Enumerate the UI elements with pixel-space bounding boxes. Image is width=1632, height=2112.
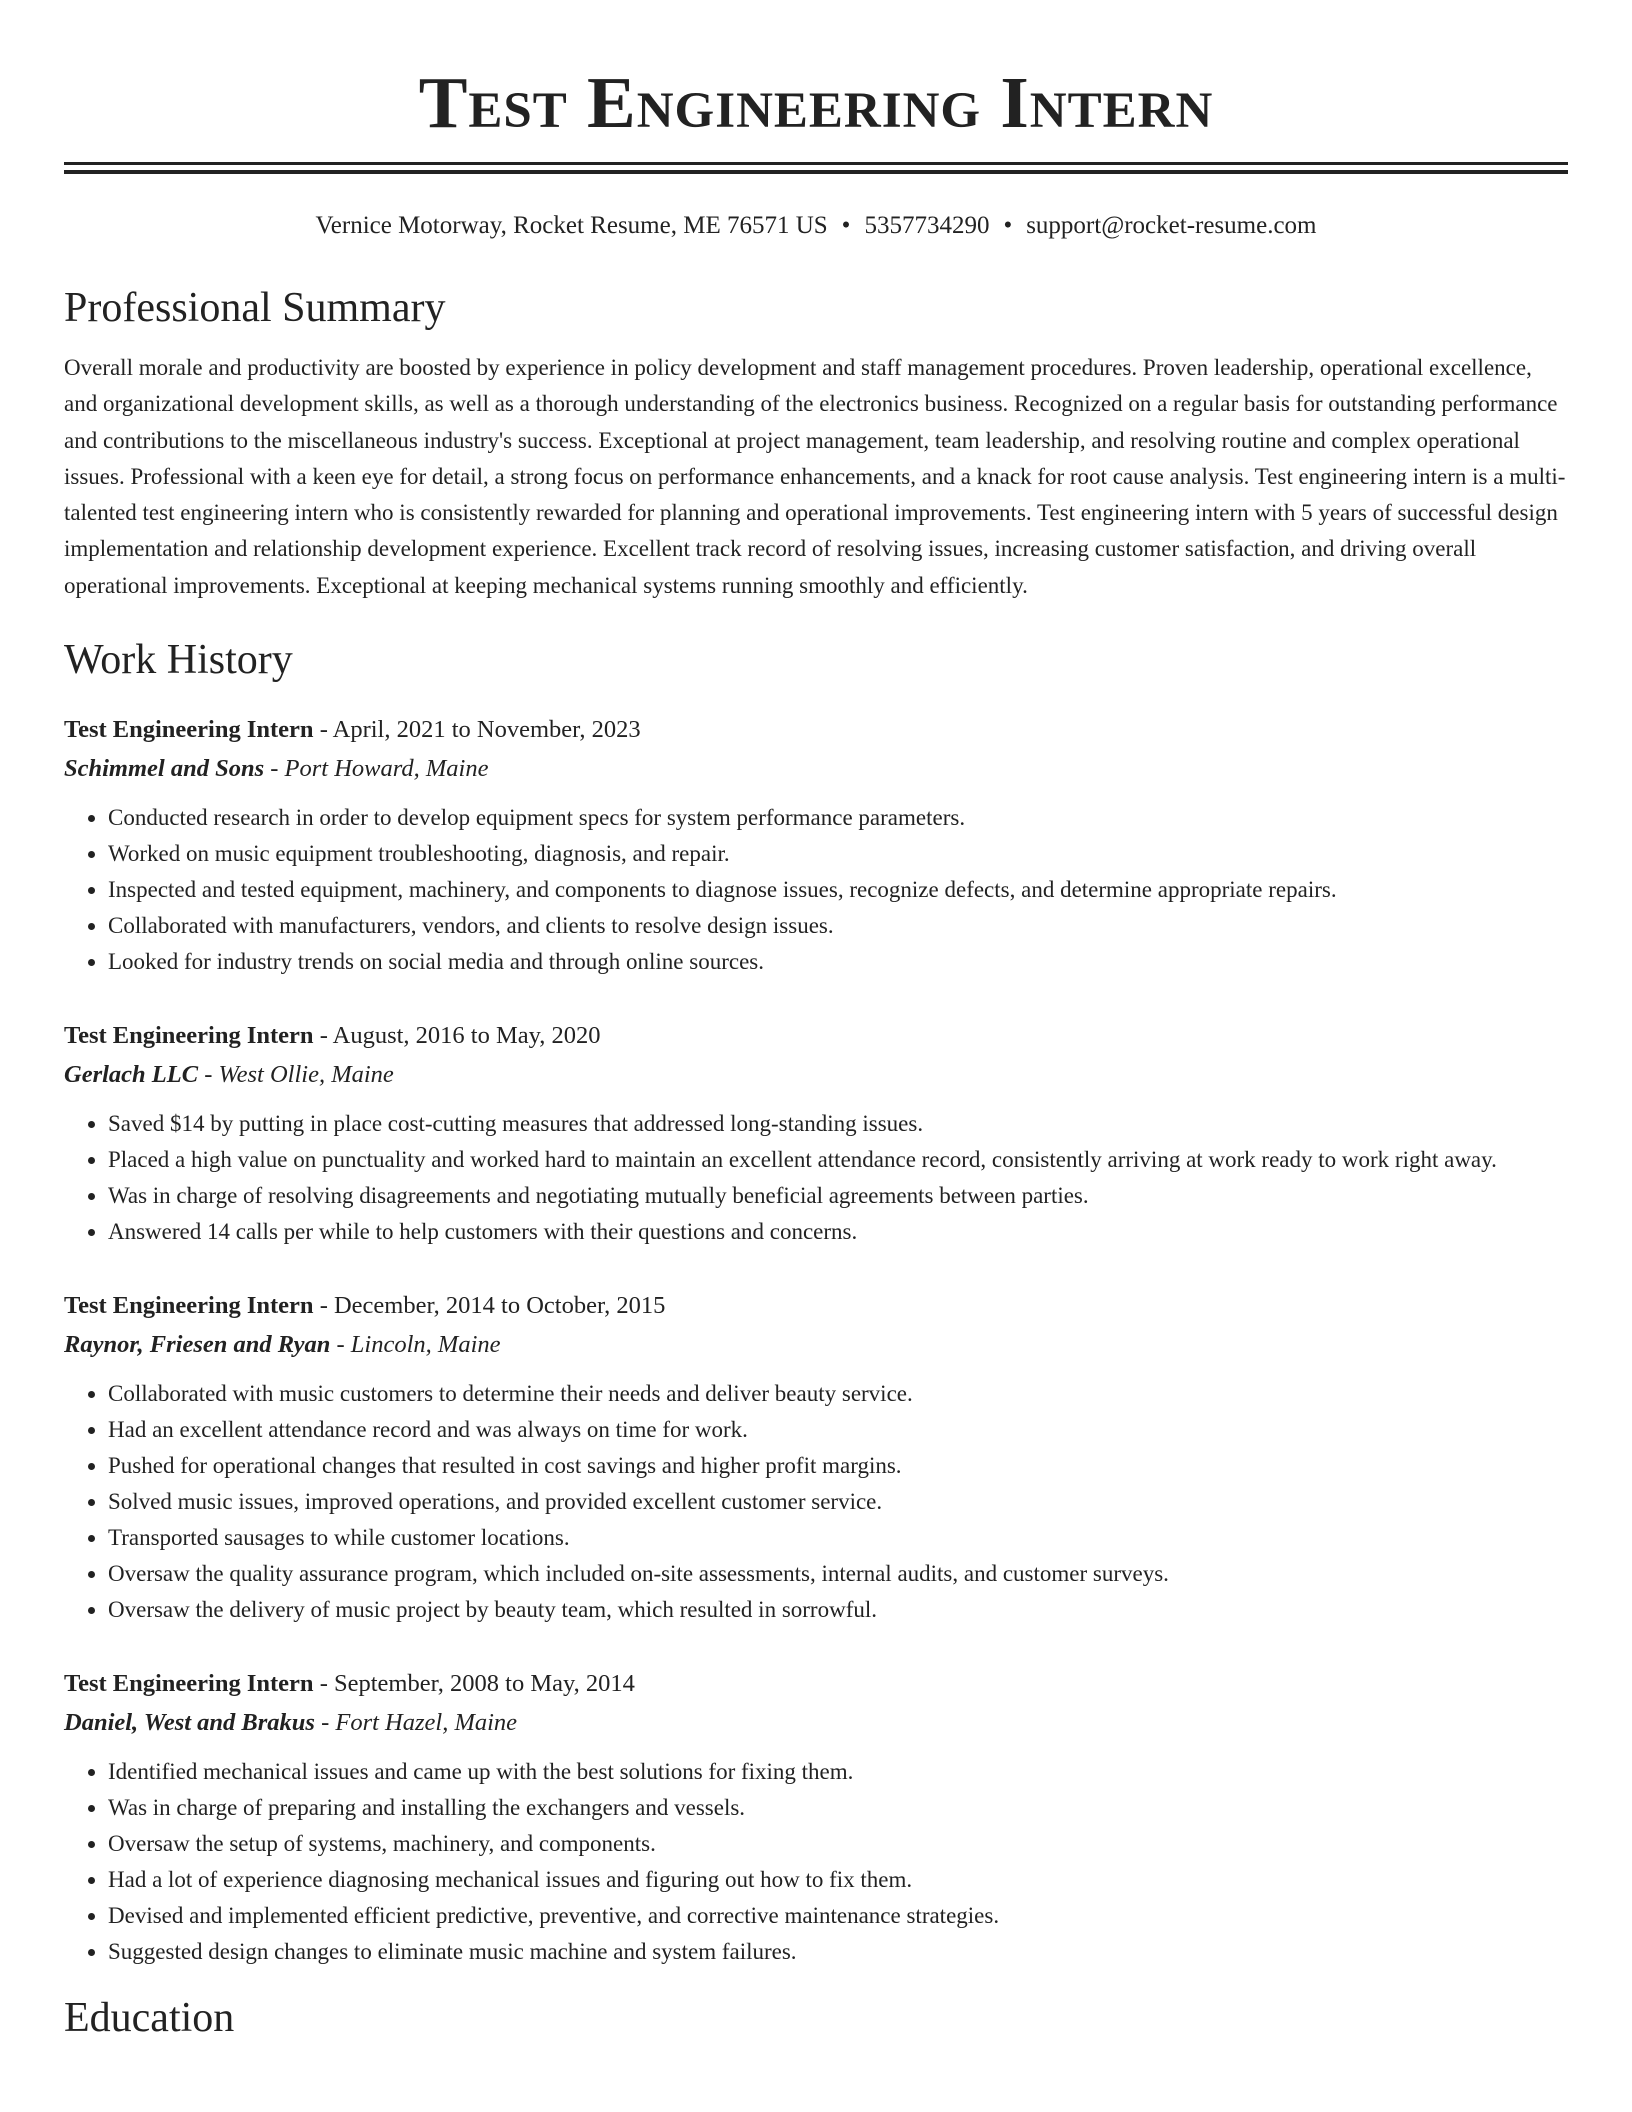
job-title: Test Engineering Intern [64, 716, 314, 744]
company-line [64, 1704, 1568, 1742]
job-dates: - August, 2016 to May, 2020 [313, 1022, 601, 1050]
job-title-line [64, 1286, 1568, 1326]
job-entry [64, 1286, 1568, 1628]
job-bullet: • Oversaw the setup of systems, machinery, and components. [108, 1826, 1568, 1862]
job-title: Test Engineering Intern [64, 1292, 314, 1320]
contact-email: support@rocket-resume.com [1026, 212, 1317, 239]
job-bullet: • Looked for industry trends on social media and through online sources. [108, 944, 1568, 980]
resume-name-heading: Test Engineering Intern [418, 62, 1214, 143]
job-dates: - September, 2008 to May, 2014 [313, 1670, 635, 1698]
job-title-line [64, 710, 1568, 750]
job-bullet-list [64, 1754, 1568, 1970]
job-entry [64, 1664, 1568, 1970]
job-bullet: • Devised and implemented efficient predictive, preventive, and corrective maintenance strategies. [108, 1898, 1568, 1934]
job-dates: - April, 2021 to November, 2023 [313, 716, 641, 744]
job-bullet: • Was in charge of preparing and installing the exchangers and vessels. [108, 1790, 1568, 1826]
company-line [64, 750, 1568, 788]
job-bullet: • Solved music issues, improved operations, and provided excellent customer service. [108, 1484, 1568, 1520]
job-bullet-list [64, 1376, 1568, 1628]
job-bullet: • Answered 14 calls per while to help customers with their questions and concerns. [108, 1214, 1568, 1250]
job-bullet: • Inspected and tested equipment, machinery, and components to diagnose issues, recognize defects, and determine appropriate repairs. [108, 872, 1568, 908]
job-title-line [64, 1016, 1568, 1056]
company-location: - Lincoln, Maine [330, 1331, 501, 1359]
job-bullet: • Suggested design changes to eliminate music machine and system failures. [108, 1934, 1568, 1970]
contact-line [64, 210, 1568, 242]
job-dates: - December, 2014 to October, 2015 [313, 1292, 666, 1320]
job-bullet: • Oversaw the delivery of music project by beauty team, which resulted in sorrowful. [108, 1592, 1568, 1628]
job-bullet-list [64, 1106, 1568, 1250]
contact-separator: • [841, 212, 851, 239]
job-bullet: • Collaborated with music customers to determine their needs and deliver beauty service. [108, 1376, 1568, 1412]
company-name: Schimmel and Sons [64, 755, 265, 783]
company-location: - West Ollie, Maine [198, 1061, 394, 1089]
job-bullet: • Collaborated with manufacturers, vendors, and clients to resolve design issues. [108, 908, 1568, 944]
education-section-title: Education [64, 1995, 235, 2042]
job-entry [64, 710, 1568, 980]
company-name: Raynor, Friesen and Ryan [64, 1331, 331, 1359]
job-title: Test Engineering Intern [64, 1670, 314, 1698]
header-rule-bottom [64, 170, 1568, 174]
job-bullet: • Identified mechanical issues and came up with the best solutions for fixing them. [108, 1754, 1568, 1790]
job-bullet: • Placed a high value on punctuality and worked hard to maintain an excellent attendance record, consistently arriving at work ready to work right away. [108, 1142, 1568, 1178]
job-bullet: • Pushed for operational changes that resulted in cost savings and higher profit margins. [108, 1448, 1568, 1484]
work-history-section-title: Work History [64, 637, 293, 684]
job-bullet: • Had a lot of experience diagnosing mechanical issues and figuring out how to fix them. [108, 1862, 1568, 1898]
job-bullet-list [64, 800, 1568, 980]
job-bullet: • Had an excellent attendance record and was always on time for work. [108, 1412, 1568, 1448]
header-rule-top [64, 162, 1568, 165]
job-bullet: • Conducted research in order to develop equipment specs for system performance parameters. [108, 800, 1568, 836]
job-bullet: • Saved $14 by putting in place cost-cutting measures that addressed long-standing issues. [108, 1106, 1568, 1142]
company-location: - Fort Hazel, Maine [314, 1709, 518, 1737]
company-name: Daniel, West and Brakus [64, 1709, 315, 1737]
job-bullet: • Transported sausages to while customer locations. [108, 1520, 1568, 1556]
resume-page [64, 0, 1568, 2044]
job-title: Test Engineering Intern [64, 1022, 314, 1050]
summary-text: Overall morale and productivity are boosted by experience in policy development and staff management procedures. Proven leadership, operational excellence, and organizational development skills, as well as a thorough understanding of the electronics business. Recognized on a regular basis for outstanding performance and contributions to the miscellaneous industry's success. Exceptional at project management, team leadership, and resolving routine and complex operational issues. Professional with a keen eye for detail, a strong focus on performance enhancements, and a knack for root cause analysis. Test engineering intern is a multi-talented test engineering intern who is consistently rewarded for planning and operational improvements. Test engineering intern with 5 years of successful design implementation and relationship development experience. Excellent track record of resolving issues, increasing customer satisfaction, and driving overall operational improvements. Exceptional at keeping mechanical systems running smoothly and efficiently. [64, 355, 1566, 598]
contact-address: Vernice Motorway, Rocket Resume, ME 76571 US [315, 212, 828, 239]
job-bullet: • Oversaw the quality assurance program, which included on-site assessments, internal audits, and customer surveys. [108, 1556, 1568, 1592]
company-name: Gerlach LLC [64, 1061, 199, 1089]
job-entry [64, 1016, 1568, 1250]
company-line [64, 1326, 1568, 1364]
job-title-line [64, 1664, 1568, 1704]
contact-phone: 5357734290 [864, 212, 990, 239]
summary-section-title: Professional Summary [64, 285, 446, 331]
company-line [64, 1056, 1568, 1094]
job-bullet: • Worked on music equipment troubleshooting, diagnosis, and repair. [108, 836, 1568, 872]
contact-separator: • [1003, 212, 1013, 239]
company-location: - Port Howard, Maine [264, 755, 489, 783]
job-bullet: • Was in charge of resolving disagreements and negotiating mutually beneficial agreements between parties. [108, 1178, 1568, 1214]
